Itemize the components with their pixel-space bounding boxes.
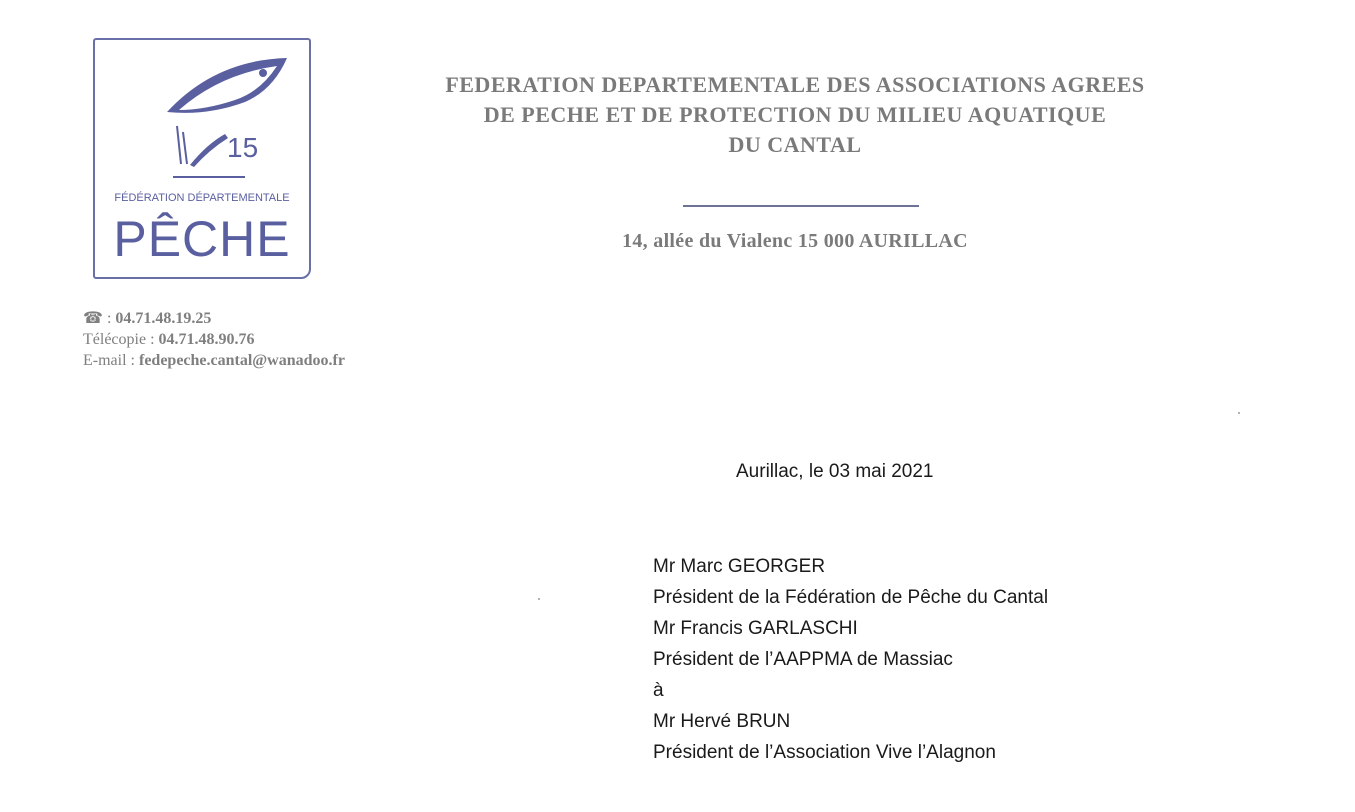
- recipient-line: Mr Francis GARLASCHI: [653, 618, 858, 639]
- org-address: 14, allée du Vialenc 15 000 AURILLAC: [622, 230, 968, 252]
- recipient-line: Président de l’Association Vive l’Alagnon: [653, 742, 996, 763]
- recipient-line: Mr Hervé BRUN: [653, 711, 791, 732]
- email-address[interactable]: fedepeche.cantal@wanadoo.fr: [138, 352, 345, 369]
- logo-subtitle: FÉDÉRATION DÉPARTEMENTALE: [114, 192, 290, 204]
- scan-speck: [1238, 412, 1240, 414]
- logo-main-word: PÊCHE: [113, 211, 291, 267]
- email-line: [83, 350, 345, 371]
- phone-line: [83, 308, 345, 329]
- phone-number: 04.71.48.19.25: [115, 310, 212, 327]
- letter-date: Aurillac, le 03 mai 2021: [736, 461, 934, 482]
- org-line-1: FEDERATION DEPARTEMENTALE DES ASSOCIATIONS AGREES: [445, 72, 1145, 97]
- phone-separator: :: [102, 310, 116, 327]
- recipient-line: Mr Marc GEORGER: [653, 556, 826, 577]
- organisation-name: [350, 70, 1240, 160]
- contact-block: [83, 308, 345, 371]
- phone-icon: ☎: [83, 310, 103, 327]
- fax-label: Télécopie :: [83, 331, 159, 348]
- header-divider: [683, 205, 919, 207]
- recipient-line: Président de l’AAPPMA de Massiac: [653, 649, 953, 670]
- fax-line: [83, 329, 345, 350]
- federation-logo: [93, 38, 311, 279]
- fax-number: 04.71.48.90.76: [158, 331, 255, 348]
- org-line-2: DE PECHE ET DE PROTECTION DU MILIEU AQUATIQUE: [483, 102, 1107, 127]
- org-line-3: DU CANTAL: [728, 132, 862, 157]
- recipient-line: à: [653, 680, 664, 701]
- recipient-block: [653, 551, 1048, 768]
- scan-speck: [538, 598, 540, 600]
- email-label: E-mail :: [83, 352, 139, 369]
- recipient-line: Président de la Fédération de Pêche du Cantal: [653, 587, 1049, 608]
- logo-number: 15: [227, 132, 259, 163]
